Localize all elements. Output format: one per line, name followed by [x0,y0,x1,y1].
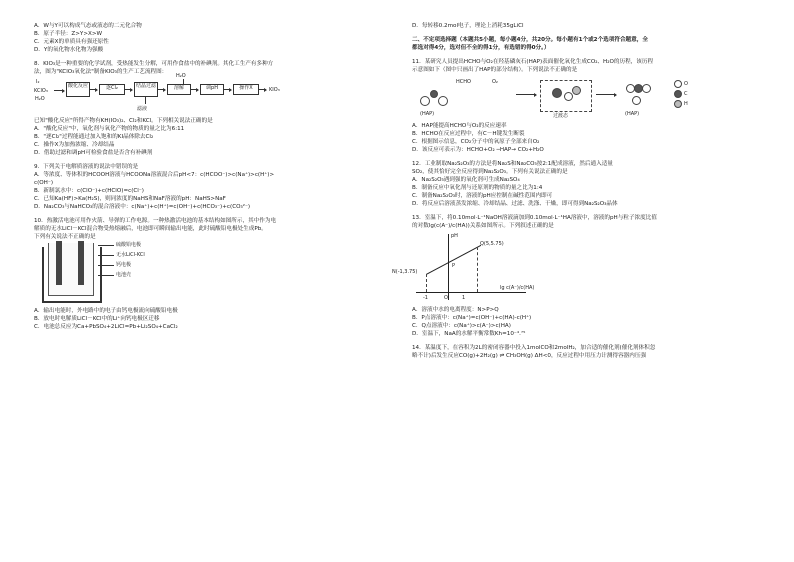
plot-line [426,245,481,275]
electrode [56,241,62,285]
flow-arrow [157,89,165,90]
flow-step: 逐Cl₂ [99,84,125,95]
diagram-label: 过渡态 [553,113,569,119]
atom [552,88,562,98]
option-line: A．HAP能提高HCHO与O₂的反应速率 [412,123,507,129]
right-column [392,22,778,360]
battery-label: 硫酸铅电极 [116,242,142,248]
flow-step: 调pH [200,84,224,95]
option-line: B．HCHO在反应过程中，有C－H键发生断裂 [412,131,525,137]
legend-label: C [684,91,688,97]
flow-arrow [190,89,198,90]
tick-label: -1 [423,295,428,301]
battery-label: 电池壳 [116,272,132,278]
legend-c-icon [674,90,682,98]
q11-stem: 示意图如下（图中只画出了HAP的部分结构）。下列说法不正确的是 [412,67,578,73]
x-axis-label: lg c(A⁻)/c(HA) [500,285,535,291]
flow-product: KIO₃ [269,87,280,93]
option-line: D．每转移0.2mol电子，理论上消耗35gLiCl [412,23,524,29]
option-line: B．放电时电解质LiCl－KCl中的Li⁺向钙电极区迁移 [34,316,160,322]
flow-input: KClO₃ [34,88,48,94]
q9-stem: 9．下列关于电解质溶液的说法中错误的是 [34,164,139,170]
diagram-label: HCHO [456,79,471,85]
flow-h2o: H₂O [176,73,186,79]
atom [438,96,448,106]
diagram-label: (HAP) [420,111,435,117]
option-line: B．制备反应中氧化剂与还原剂的物质的量之比为1:4 [412,185,543,191]
flow-arrow [223,89,231,90]
option-line: C．Q点溶液中：c(Na⁺)>c(A⁻)>c(HA) [412,323,511,329]
tick-label: 1 [462,295,466,301]
diagram-arrow [516,94,536,95]
legend-o-icon [674,80,682,88]
point-label: Q(5,5.75) [480,241,504,247]
option-line: C．操作X为加热浓缩、冷却结晶 [34,142,115,148]
q14-stem: 略不计)后发生反应CO(g)+2H₂(g) ⇌ CH₃OH(g) ΔH<0，反应过程中用压力计测得容器内压强 [412,353,647,359]
left-column [34,22,400,331]
q11-stem: 11．某研究人员提出HCHO与O₂在羟基磷灰石(HAP)表面催化氧化生成CO₂、H₂O的历程，该历程 [412,59,654,65]
option-line: C．元素X的单质具有强还原性 [34,39,109,45]
q13-stem: 13．室温下，将0.10mol·L⁻¹NaOH溶液滴加到0.10mol·L⁻¹HA溶液中，溶液的pH与粒子浓度比值 [412,215,657,221]
y-axis-label: pH [451,233,458,239]
atom [430,90,438,98]
flow-step: 结晶过滤 [134,82,158,97]
q14-stem: 14．某温度下，在容积为2L的密闭容器中投入1molCO和2molH₂，加合适的催化剂(催化剂体积忽 [412,345,656,351]
tick-label: O [444,295,448,301]
flow-filtrate: 滤液 [137,106,148,112]
option-line: C．电池总反应为Ca+PbSO₄+2LiCl=Pb+Li₂SO₄+CaCl₂ [34,324,178,330]
q12-stem: 12．工业制取Na₂S₂O₃的方法是将Na₂S和Na₂CO₃按2:1配成溶液，然后通入适量 [412,161,613,167]
point-label: P [452,263,456,269]
section-heading: 二、不定项选择题（本题共5小题，每小题4分，共20分。每小题有1个或2个选项符合题意，全 [412,37,648,43]
option-line: c(OH⁻) [34,180,54,186]
q8-flowchart [34,73,400,114]
section-heading: 都选对得4分，选对但不全的得1分，有选错的得0分。） [412,45,550,51]
flow-arrow [124,89,132,90]
q12-stem: SO₂，使其恰好完全反应得到Na₂S₂O₃。下列有关说法正确的是 [412,169,568,175]
atom [420,96,430,106]
option-line: B．新制氯水中：c(ClO⁻)+c(HClO)=c(Cl⁻) [34,188,144,194]
legend-h-icon [674,100,682,108]
flow-arrow [89,89,97,90]
flow-arrow [258,89,266,90]
legend-label: O [684,81,688,87]
q13-stem: 的对数lg(c(A⁻)/c(HA))关系如图所示。下列叙述正确的是 [412,223,554,229]
option-line: A．等浓度、等体积的HCOOH溶液与HCOONa溶液混合后pH<7：c(HCOO⁻)>c(Na⁺)>c(H⁺)> [34,172,275,178]
point-label: N(-1,3.75) [392,269,418,275]
q8-lead: 已知"酸化反应"所得产物有KH(IO₃)₂、Cl₂和KCl。下列相关说法正确的是 [34,118,213,124]
atom [564,92,573,101]
atom [632,96,641,105]
atom [572,86,581,95]
flow-input: I₂ [36,79,40,85]
option-line: C．制备Na₂S₂O₃时，溶液的pH应控制在碱性范围内即可 [412,193,553,199]
electrode [78,241,84,285]
hap-mechanism-diagram [412,76,778,120]
battery-diagram [34,243,400,305]
option-line: A．溶液中水的电离程度：N>P>Q [412,307,499,313]
legend-label: H [684,101,688,107]
q8-stem: 法，图为"KClO₃氧化法"制备KIO₃的生产工艺流程图： [34,69,168,75]
diagram-arrow [596,94,616,95]
option-line: B．"逐Cl₂"过程能通过加入饱和的KI晶体除去Cl₂ [34,134,154,140]
battery-label: 无水LiCl-KCl [116,252,145,258]
flow-input: H₂O [35,96,45,102]
q10-stem: 解质的无水LiCl－KCl混合物受热熔融后，电池即可瞬间输出电能，此时硫酸铅电极处生成Pb。 [34,226,267,232]
q10-stem: 下列有关说法不正确的是 [34,234,96,240]
battery-label: 钙电极 [116,262,132,268]
option-line: D．Na₂CO₃与NaHCO₃的混合溶液中：c(Na⁺)+c(H⁺)=c(OH⁻)+c(HCO₃⁻)+c(CO₃²⁻) [34,204,251,210]
option-line: B．原子半径：Z>Y>X>W [34,31,103,37]
flow-step: 操作X [233,84,259,95]
flow-step: 溶解 [167,84,191,95]
option-line: A．"酸化反应"中，氧化剂与氧化产物的物质的量之比为6:11 [34,126,185,132]
option-line: D．将反应后溶液蒸发浓缩、冷却结晶、过滤、洗涤、干燥，即可得到Na₂S₂O₃晶体 [412,201,618,207]
flow-step: 酸化反应 [66,82,90,97]
diagram-label: O₂ [492,79,498,85]
x-axis [416,292,526,293]
option-line: D．室温下，NaA的水解平衡常数Kh=10⁻⁴.⁷⁵ [412,331,526,337]
option-line: D．该反应可表示为：HCHO+O₂ ─HAP→ CO₂+H₂O [412,147,544,153]
y-axis [448,234,449,300]
option-line: B．P点溶液中：c(Na⁺)=c(OH⁻)+c(HA)-c(H⁺) [412,315,532,321]
atom [642,84,651,93]
option-line: C．已知Ka(HF)>Ka(H₂S)，则同浓度的NaHS和NaF溶液的pH：NaHS>NaF [34,196,226,202]
option-line: A．W与Y可以构成气态或液态的二元化合物 [34,23,142,29]
ph-plot [392,232,778,304]
diagram-label: (HAP) [625,111,640,117]
option-line: C．根据图示信息，CO₂分子中的氧原子全部来自O₂ [412,139,540,145]
option-line: D．Y的氧化物水化物为强酸 [34,47,104,53]
q8-stem: 8．KIO₃是一种重要的化学试剂，受热能发生分解，可用作食盐中的补碘剂。其化工生产有多种方 [34,61,274,67]
q10-stem: 10．热激活电池可用作火箭、导弹的工作电源。一种热激活电池的基本结构如图所示，其中作为电 [34,218,277,224]
option-line: D．借助过滤和调pH可检验食盐是否含有补碘剂 [34,150,153,156]
option-line: A．Na₂S₂O₃遇到强的氧化剂可生成Na₂SO₄ [412,177,520,183]
flow-arrow [54,90,64,91]
option-line: A．输出电能时，外电路中的电子由钙电极流向硫酸铅电极 [34,308,178,314]
